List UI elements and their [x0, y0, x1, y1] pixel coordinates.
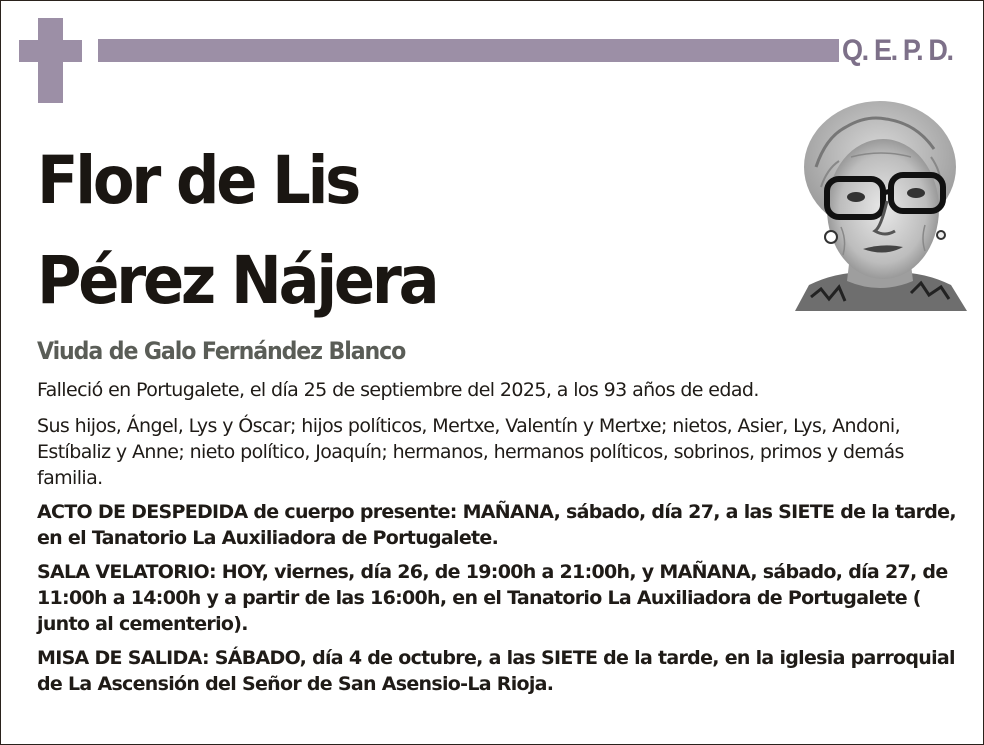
qepd-label: Q. E. P. D.	[842, 34, 953, 67]
mass-details: MISA DE SALIDA: SÁBADO, día 4 de octubre, a las SIETE de la tarde, en la iglesia parroquial de La Ascensión del Señor de San Asensio-La Rioja.	[37, 647, 955, 695]
cross-horizontal-bar	[19, 40, 82, 62]
name-line-2: Pérez Nájera	[37, 242, 437, 319]
wake-details: SALA VELATORIO: HOY, viernes, día 26, de 19:00h a 21:00h, y MAÑANA, sábado, día 27, de 11:00h a 14:00h y a partir de las 16:00h, en el Tanatorio La Auxiliadora de Portugalete ( junto al cementerio).	[37, 561, 948, 635]
portrait-photo	[791, 97, 969, 311]
widow-of-subtitle: Viuda de Galo Fernández Blanco	[37, 337, 406, 365]
deceased-name	[37, 131, 471, 331]
obituary-body	[37, 377, 967, 705]
name-line-1: Flor de Lis	[37, 142, 359, 219]
farewell-details: ACTO DE DESPEDIDA de cuerpo presente: MAÑANA, sábado, día 27, a las SIETE de la tarde, en el Tanatorio La Auxiliadora de Portugalete.	[37, 501, 956, 549]
header-rule	[98, 39, 839, 62]
death-notice: Falleció en Portugalete, el día 25 de septiembre del 2025, a los 93 años de edad.	[37, 379, 759, 401]
family-list: Sus hijos, Ángel, Lys y Óscar; hijos políticos, Mertxe, Valentín y Mertxe; nietos, Asier, Lys, Andoni, Estíbaliz y Anne; nieto político, Joaquín; hermanos, hermanos políticos, sobrinos, primos y demás familia.	[37, 415, 904, 489]
